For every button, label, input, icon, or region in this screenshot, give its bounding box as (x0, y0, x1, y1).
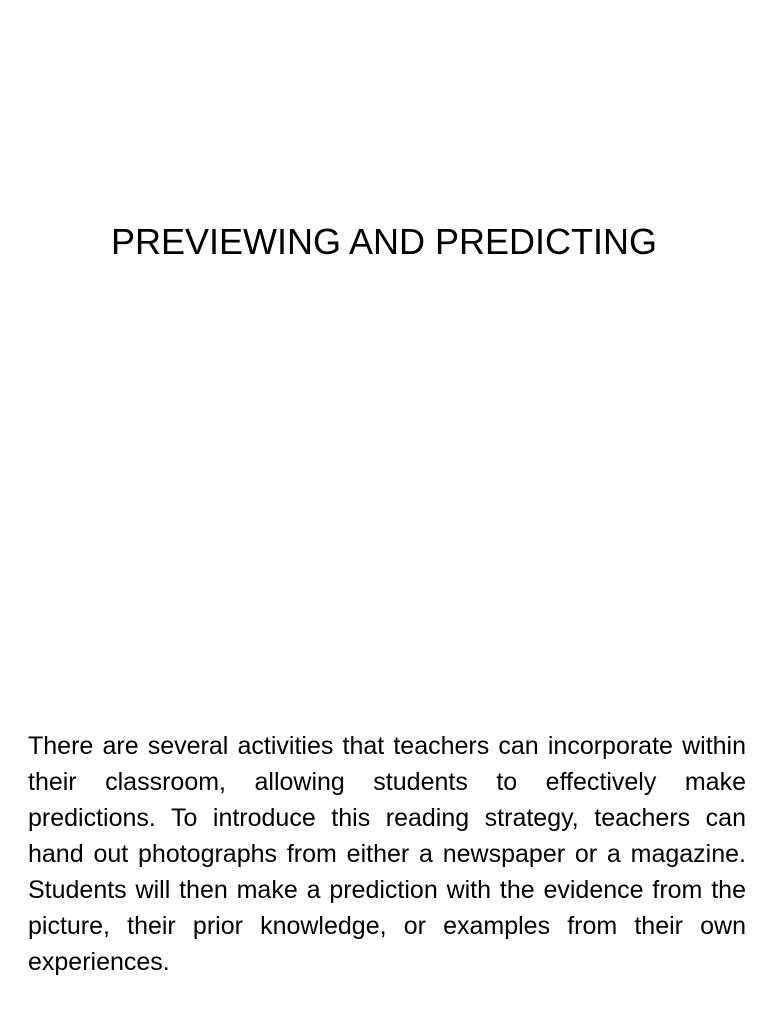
slide-title: PREVIEWING AND PREDICTING (110, 221, 658, 262)
slide-body-text: There are several activities that teachers can incorporate within their classroom, allowing students to effectively make predictions. To introduce this reading strategy, teachers can hand out photographs from either a newspaper or a magazine. Students will then make a prediction with the evidence from the picture, their prior knowledge, or examples from their own experiences. (28, 732, 746, 976)
